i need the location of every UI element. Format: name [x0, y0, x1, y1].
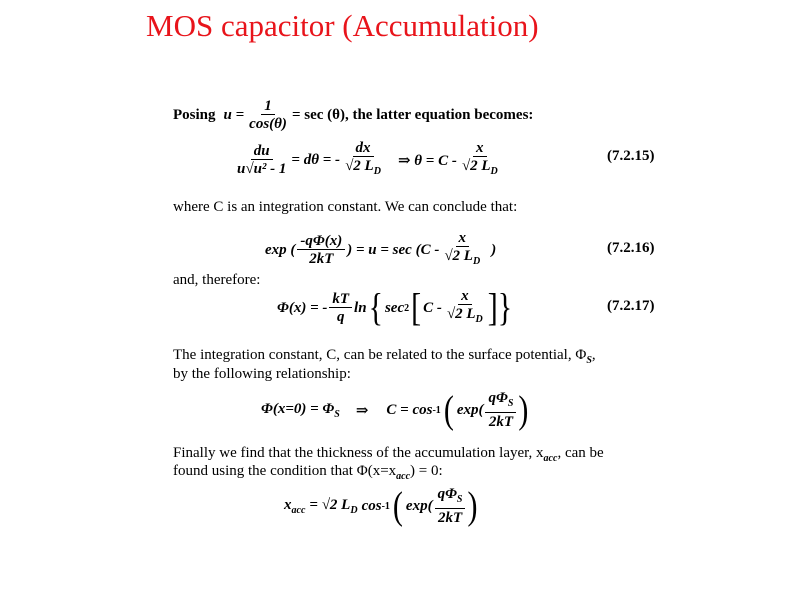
eq5-exp: exp( — [405, 498, 433, 514]
equation-7-2-16 — [265, 230, 496, 271]
sub-d: D — [490, 166, 498, 177]
eq1-lhs-num: du — [251, 143, 273, 160]
eq1-fraction — [342, 140, 384, 181]
eq1-fraction-2 — [459, 140, 501, 181]
posing-prefix: Posing — [173, 107, 216, 123]
sub-s: S — [334, 409, 340, 420]
eq3-c: C - — [423, 300, 442, 316]
where-text: where C is an integration constant. We can conclude that: — [173, 199, 518, 215]
eq1-mid: = dθ = - — [291, 152, 341, 168]
eq1-frac-den: √2 L — [345, 158, 374, 174]
para3-line1-text: Finally we find that the thickness of the accumulation layer, x — [173, 445, 544, 461]
eq3-frac-num: kT — [329, 291, 352, 308]
eq1-frac-num: dx — [353, 140, 374, 157]
equation-7-2-17: Φ(x) = - $\frac{kT}{q}$ ln { sec 2 [ C - $\frac{x}{√2 L_D}$ ] } — [277, 286, 513, 330]
eq4-fraction — [485, 390, 516, 431]
eq3-frac2-den: √2 L — [446, 306, 476, 322]
sup-minus1: -1 — [432, 405, 441, 416]
para2-line1: The integration constant, C, can be related to the surface potential, $\Phi_S$, — [173, 347, 596, 366]
sup-minus1: -1 — [381, 501, 390, 512]
sub-d: D — [373, 166, 381, 177]
eq1-lhs-den: u√u² - 1 — [237, 161, 287, 177]
eq3-ln: ln — [354, 300, 367, 316]
posing-fraction — [246, 98, 290, 133]
equation-x-acc: $x_{acc}$ = √2 $L_D$ cos -1 ( exp( $\frac{q\Phi_S}{2kT}$ ) — [284, 484, 478, 528]
eq2-frac-den: √2 L — [444, 248, 473, 264]
eq2-den: 2kT — [309, 251, 334, 267]
eq4-exp: exp( — [456, 402, 484, 418]
eq3-lhs: Φ(x) = - — [277, 300, 328, 316]
para3-line1 — [173, 445, 604, 464]
eq3-sec: sec — [384, 300, 405, 316]
eq3-frac2-num: x — [458, 288, 472, 305]
sub-d: D — [472, 256, 481, 267]
therefore-text: and, therefore: — [173, 272, 261, 288]
para3-line2-text: found using the condition that Φ(x=x — [173, 463, 397, 479]
para3-line2-end: ) = 0: — [410, 463, 443, 479]
eq-number-7-2-17: (7.2.17) — [607, 298, 655, 314]
sup-2: 2 — [404, 303, 410, 314]
sub-s: S — [507, 398, 514, 409]
para3-line1-end: , can be — [557, 445, 604, 461]
eq4-frac-den: 2kT — [488, 414, 513, 430]
eq4-arrow: ⇒ — [355, 403, 369, 419]
eq5-lhs: x — [284, 497, 292, 513]
sub-acc: acc — [291, 505, 306, 516]
posing-suffix: = sec (θ), the latter equation becomes: — [291, 107, 534, 123]
sub-d: D — [350, 505, 358, 516]
eq2-fraction-2 — [441, 230, 483, 271]
eq2-close: ) — [491, 242, 497, 258]
eq2-mid: ) = u = sec (C - — [347, 242, 440, 258]
posing-line — [173, 98, 533, 133]
para3-line2 — [173, 463, 443, 482]
equation-c-relation: $\Phi(x=0) = \Phi_S$ ⇒ C = cos -1 ( exp( $\frac{q\Phi_S}{2kT}$ ) — [261, 388, 529, 432]
para2-sub: S — [586, 355, 592, 366]
eq2-num: -qΦ(x) — [297, 233, 345, 250]
eq1-frac2-den: √2 L — [461, 158, 491, 174]
sub-d: D — [475, 314, 483, 325]
eq5-mid: = √2 L — [309, 497, 351, 513]
equation-7-2-15 — [232, 140, 503, 181]
sub-s: S — [456, 494, 463, 505]
eq2-fraction — [297, 233, 345, 268]
eq5-frac-num: qΦ — [437, 486, 457, 502]
eq3-frac-den: q — [336, 309, 345, 325]
posing-num: 1 — [261, 98, 275, 115]
posing-u: u = — [223, 107, 245, 123]
sub-acc: acc — [396, 471, 411, 482]
eq3-fraction-2 — [444, 288, 486, 329]
eq4-rhs: C = cos — [386, 402, 433, 418]
eq-number-7-2-15: (7.2.15) — [607, 148, 655, 164]
eq3-fraction — [329, 291, 352, 326]
eq1-lhs-fraction — [234, 143, 289, 178]
eq4-frac-num: qΦ — [488, 390, 508, 406]
slide-title: MOS capacitor (Accumulation) — [146, 8, 539, 43]
eq2-frac-num: x — [456, 230, 470, 247]
eq5-fraction — [435, 486, 466, 527]
eq4-lhs: Φ(x=0) = Φ — [261, 401, 335, 417]
eq-number-7-2-16: (7.2.16) — [607, 240, 655, 256]
eq5-cos: cos — [361, 498, 382, 514]
eq1-frac2-num: x — [473, 140, 487, 157]
eq5-frac-den: 2kT — [437, 510, 463, 526]
posing-den: cos(θ) — [249, 116, 287, 132]
eq1-arrow: ⇒ θ = C - — [397, 153, 457, 169]
para3-sub: acc — [543, 453, 558, 464]
para2-line1-text: The integration constant, C, can be related to the surface potential, Φ — [173, 347, 587, 363]
eq2-exp: exp ( — [265, 242, 296, 258]
para2-line2: by the following relationship: — [173, 366, 351, 382]
